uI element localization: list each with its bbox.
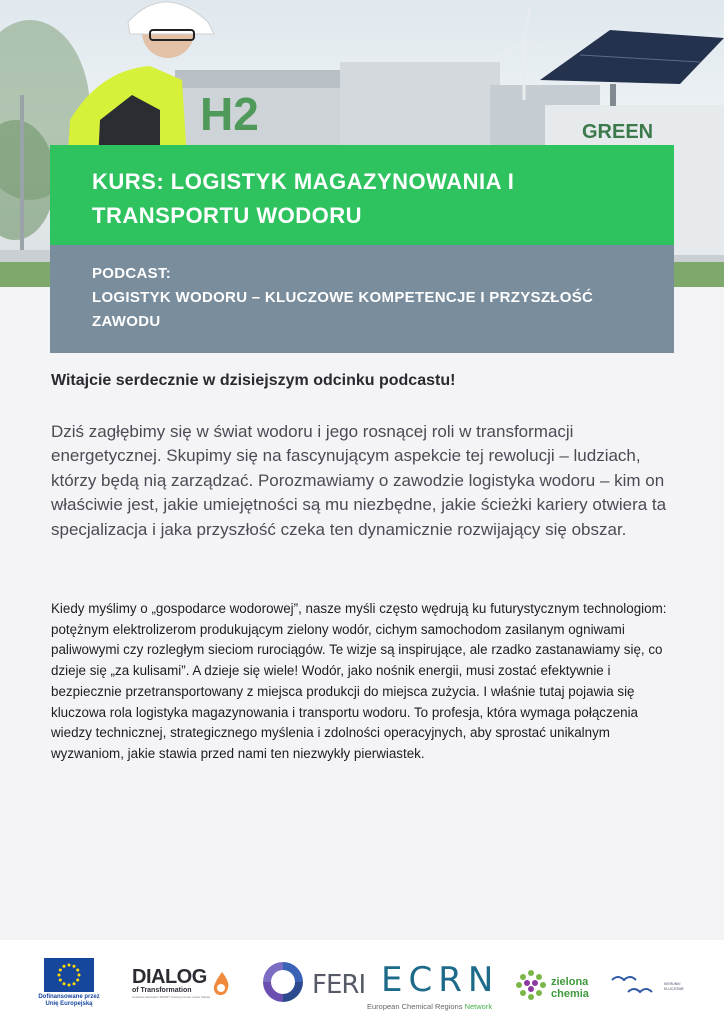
birds-icon	[610, 970, 662, 1000]
dialog-logo-text: DIALOG	[132, 966, 207, 988]
ecrn-subtitle: European Chemical Regions Network	[367, 1002, 493, 1011]
eu-flag-icon	[44, 958, 94, 992]
podcast-label: PODCAST:	[92, 265, 172, 282]
dialog-subtitle: of Transformation	[132, 987, 192, 994]
zielona-chemia-text: zielona chemia	[551, 976, 589, 1000]
lead-heading: Witajcie serdecznie w dzisiejszym odcinku podcastu!	[51, 372, 456, 389]
partner-logos-footer	[0, 940, 724, 1024]
svg-text:H2: H2	[200, 88, 259, 140]
flame-icon	[210, 970, 234, 998]
dialog-caption: Cohesive Education SMART Training Centre Lower Silesia	[132, 995, 210, 999]
feri-arrows-icon	[258, 958, 308, 1006]
course-title: KURS: LOGISTYK MAGAZYNOWANIA I TRANSPORTU WODORU	[92, 169, 515, 228]
body-paragraph: Kiedy myślimy o „gospodarce wodorowej”, nasze myśli często wędrują ku futurystycznym technologiom: potężnym elektrolizerom produkującym zielony wodór, cichym samochodom zasilanym ogniwami paliwowymi czy rozległym sieciom rurociągów. Te wizje są inspirujące, ale rzadko zastanawiamy się, co dzieje się „za kulisami”. A dzieje się wiele! Wodór, jako nośnik energii, musi zostać efektywnie i bezpiecznie przetransportowany z miejsca produkcji do miejsca zużycia. I właśnie tutaj pojawia się kluczowa rola logistyka magazynowania i transportu wodoru. To profesja, która wymaga połączenia wiedzy technicznej, strategicznego myślenia i zdolności operacyjnych, aby sprostać unikalnym wyzwaniom, jakie stawia przed nami ten niezwykły pierwiastek.	[51, 601, 667, 761]
intro-paragraph: Dziś zagłębimy się w świat wodoru i jego rosnącej roli w transformacji energetycznej. Skupimy się na fascynującym aspekcie tej rewolucji – ludziach, którzy będą nią zarządzać. Porozmawiamy o zawodzie logistyka wodoru – kim on właściwie jest, jakie umiejętności są mu niezbędne, jakie ścieżki kariery otwiera ta specjalizacja i jaka przyszłość czeka ten dynamicznie rozwijający się obszar.	[51, 422, 667, 539]
feri-logo-text: FERI	[312, 970, 366, 1000]
zielona-chemia-dots-icon	[514, 968, 548, 1002]
ecrn-logo-text: ECRN	[381, 960, 500, 1000]
course-title-banner	[50, 145, 674, 245]
podcast-banner	[50, 245, 674, 353]
svg-text:GREEN: GREEN	[582, 121, 654, 143]
eu-funding-caption: Dofinansowane przez Unię Europejską	[38, 994, 100, 1007]
kierunki-kluczowe-text: KIERUNKI KLUCZOWE	[664, 982, 684, 991]
podcast-title: LOGISTYK WODORU – KLUCZOWE KOMPETENCJE I PRZYSZŁOŚĆ ZAWODU	[92, 289, 594, 330]
